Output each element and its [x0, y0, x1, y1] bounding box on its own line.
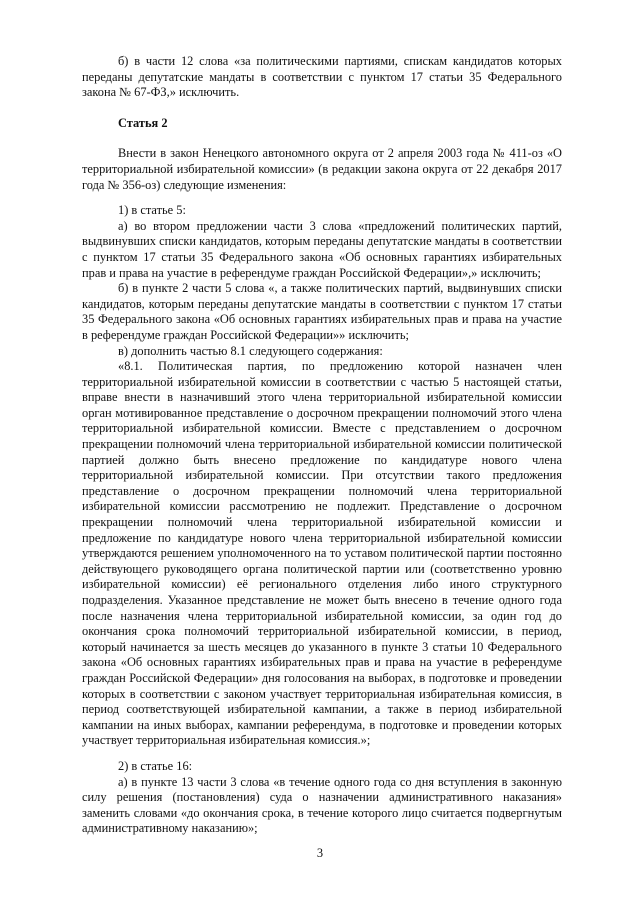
paragraph-item-1: 1) в статье 5: — [118, 203, 186, 218]
paragraph-item-1a: а) во втором предложении части 3 слова «предложений политических партий, выдвинувших списки кандидатов, которым переданы депутатские мандаты в соответствии с пунктом 17 статьи 35 Федерального закона «Об основных гарантиях избирательных прав и права на участие в референдуме граждан Российской Федерации»,» исключить; — [82, 218, 562, 280]
paragraph-intro: Внести в закон Ненецкого автономного округа от 2 апреля 2003 года № 411-оз «О территориальной избирательной комиссии» (в редакции закона округа от 22 декабря 2017 года № 356-оз) следующие изменения: — [82, 146, 562, 192]
paragraph-item-1b: б) в пункте 2 части 5 слова «, а также политических партий, выдвинувших списки кандидатов, которым переданы депутатские мандаты в соответствии с пунктом 17 статьи 35 Федерального закона «Об основных гарантиях избирательных прав и права на участие в референдуме граждан Российской Федерации»» исключить; — [82, 281, 562, 342]
paragraph-part-8-1: «8.1. Политическая партия, по предложению которой назначен член территориальной избирательной комиссии в соответствии с частью 5 настоящей статьи, вправе внести в назначивший этого члена территориальной избирательной комиссии орган мотивированное представление о досрочном прекращении полномочий этого члена территориальной избирательной комиссии. Вместе с представлением о досрочном прекращении полномочий члена территориальной избирательной комиссии политической партией должно быть внесено предложение по кандидатуре нового члена территориальной избирательной комиссии. При отсутствии такого предложения представление о досрочном прекращении полномочий члена территориальной избирательной комиссии рассмотрению не подлежит. Представление о досрочном прекращении полномочий члена территориальной избирательной комиссии и предложение по кандидатуре нового члена территориальной избирательной комиссии утверждаются решением уполномоченного на то уставом политической партии постоянно действующего руководящего органа политической партии или (соответственно уровню избирательной комиссии) её регионального отделения либо иного структурного подразделения. Указанное представление не может быть внесено в течение одного года после назначения члена территориальной избирательной комиссии, за один год до окончания срока полномочий территориальной избирательной комиссии, в период, который начинается за шесть месяцев до указанного в пункте 3 статьи 10 Федерального закона «Об основных гарантиях избирательных прав и права на участие в референдуме граждан Российской Федерации» дня голосования на выборах, в подготовке и проведении которых в соответствии с законом участвует территориальная избирательная комиссия, в период соответствующей избирательной кампании, а также в период избирательной кампании на иных выборах, кампании референдума, в подготовке и проведении которых участвует территориальная избирательная комиссия.»; — [82, 359, 562, 748]
document-body — [82, 54, 562, 837]
article-heading: Статья 2 — [118, 115, 168, 130]
paragraph-item-2: 2) в статье 16: — [118, 758, 193, 773]
page-number: 3 — [316, 846, 324, 860]
paragraph-item-1v: в) дополнить частью 8.1 следующего содержания: — [118, 343, 383, 358]
paragraph-item-2a: а) в пункте 13 части 3 слова «в течение одного года со дня вступления в законную силу решения (постановления) суда о назначении административного наказания» заменить словами «до окончания срока, в течение которого лицо считается подвергнутым административному наказанию»; — [82, 774, 562, 836]
paragraph-b-part-12: б) в части 12 слова «за политическими партиями, спискам кандидатов которых переданы депутатские мандаты в соответствии с пунктом 17 статьи 35 Федерального закона № 67-ФЗ,» исключить. — [82, 54, 562, 100]
